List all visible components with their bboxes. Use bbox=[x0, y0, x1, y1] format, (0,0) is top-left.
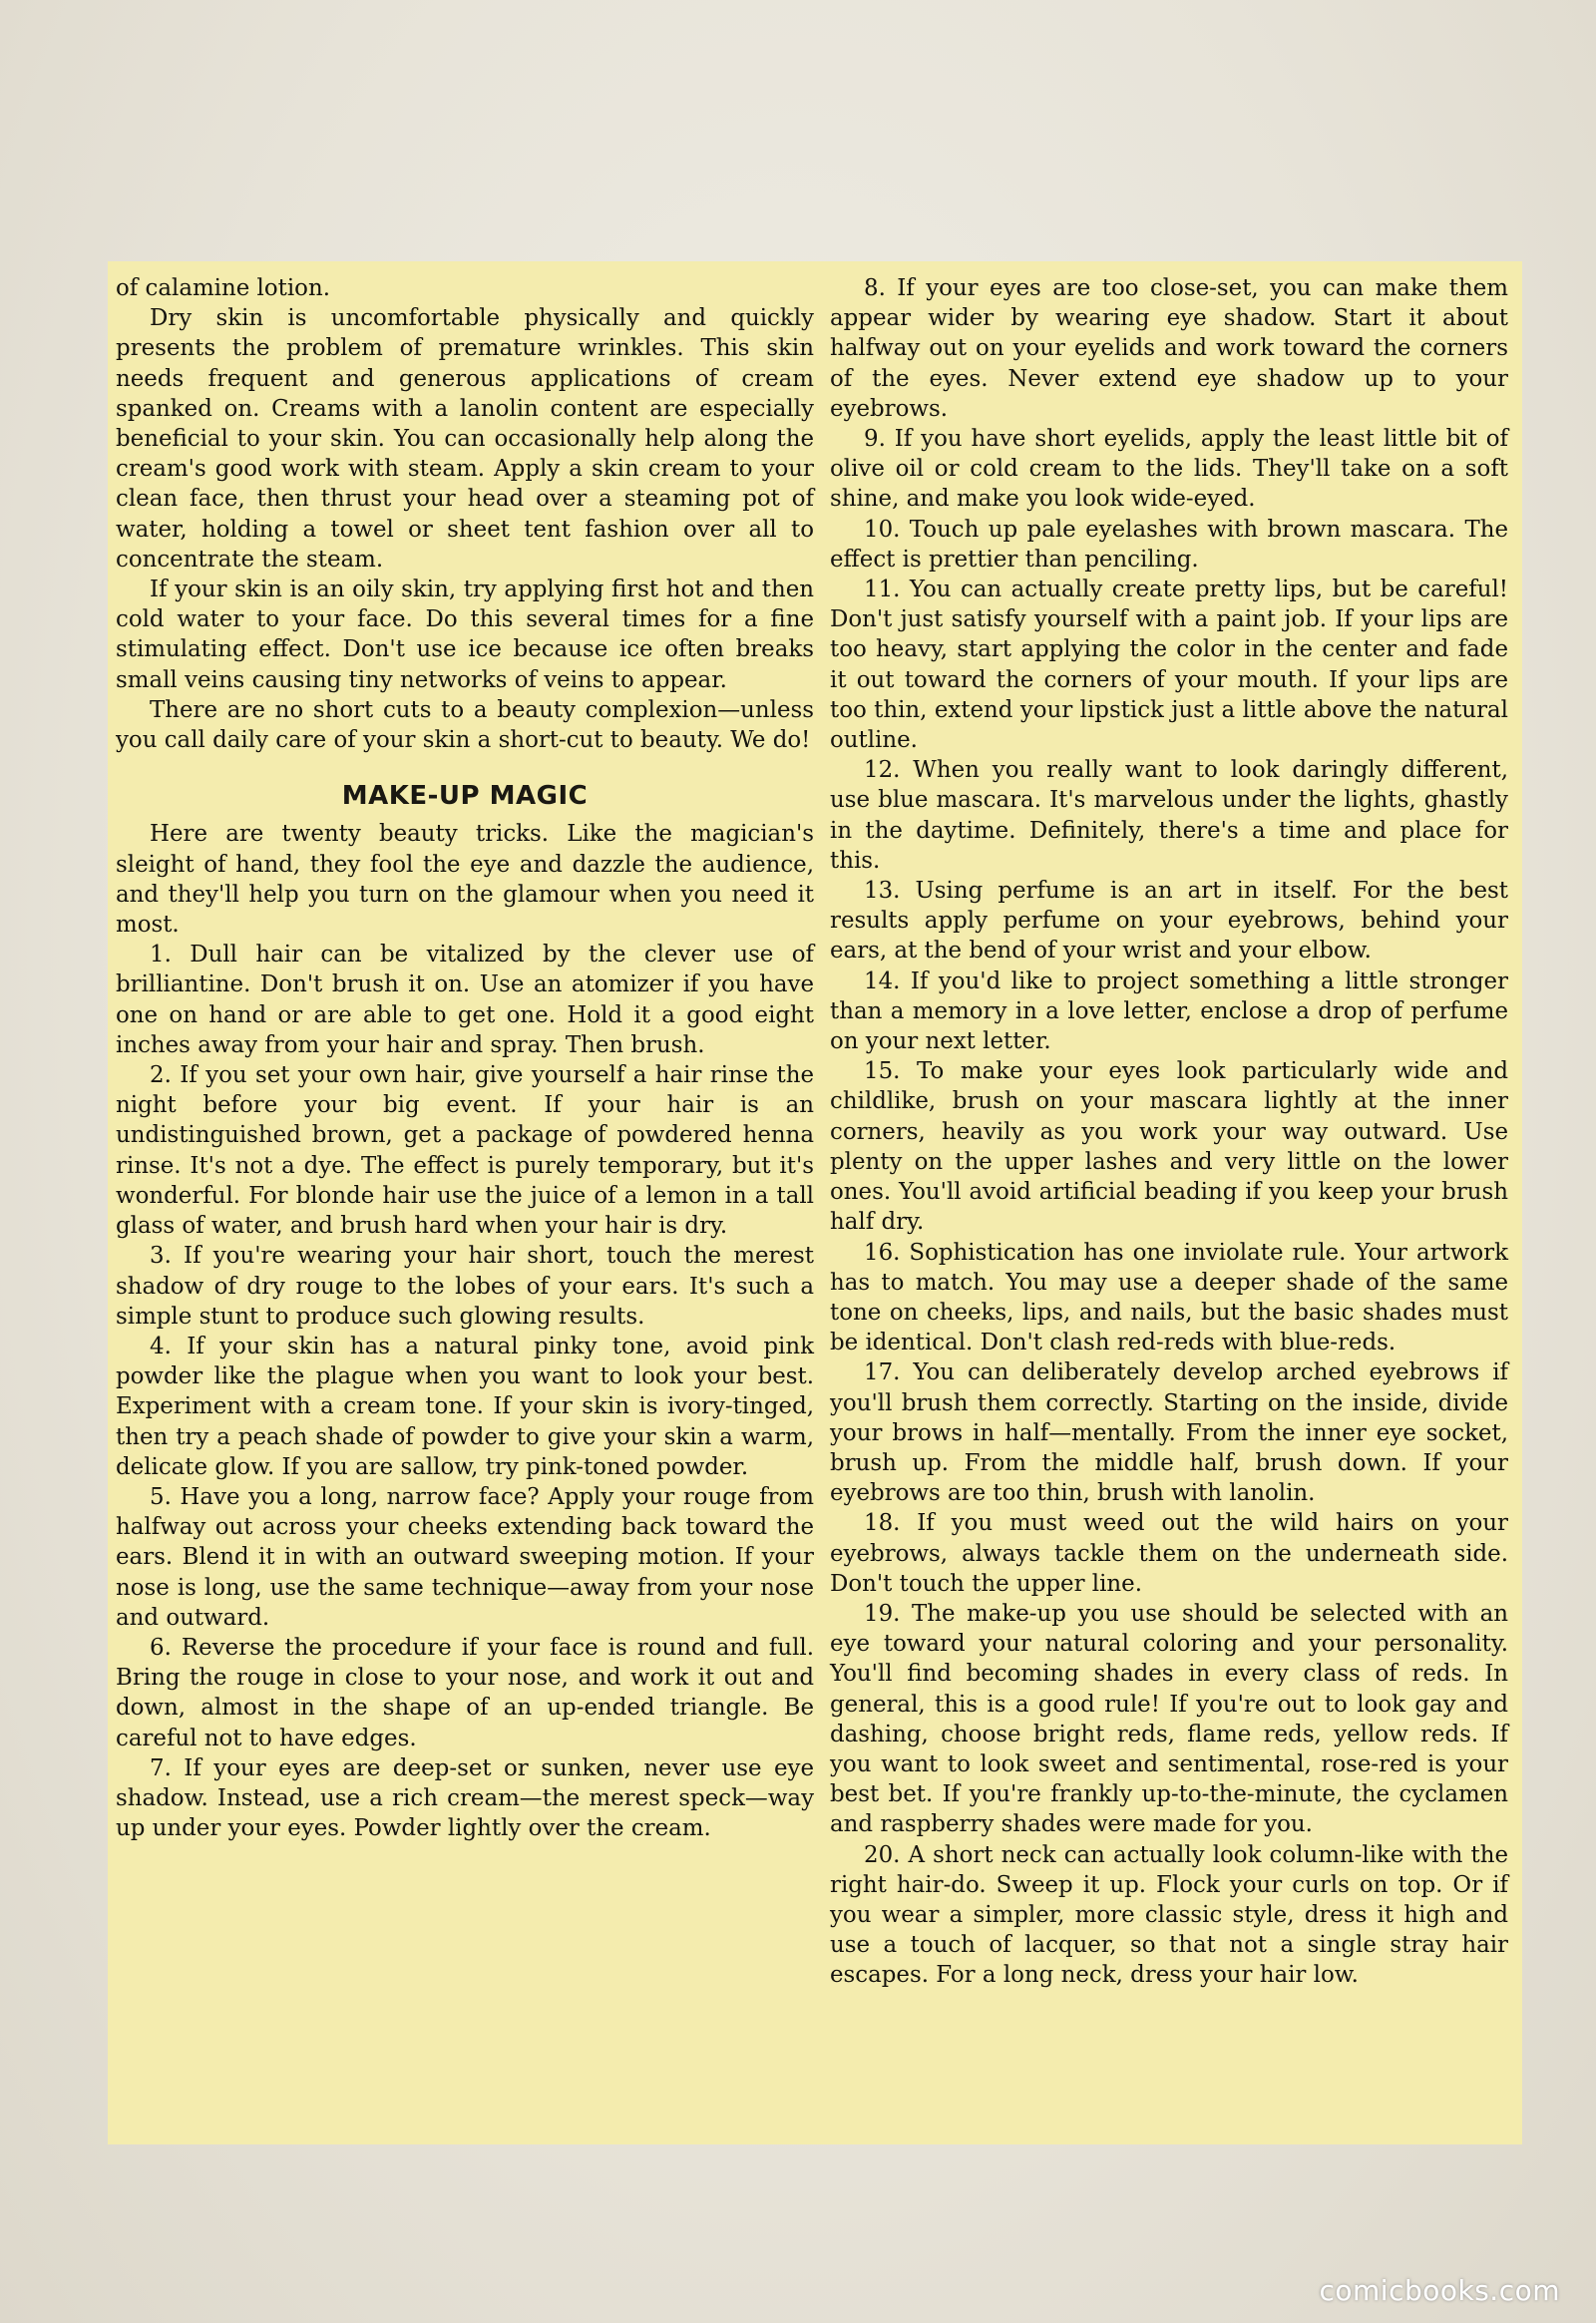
tip-paragraph: 8. If your eyes are too close-set, you can make them appear wider by wearing eye shadow. Start it about halfway out on your eyelids and work toward the corners of the eyes. Never extend eye shadow up to your eyebrows. bbox=[830, 275, 1508, 422]
tip-paragraph: 15. To make your eyes look particularly wide and childlike, brush on your mascara lightly at the inner corners, heavily as you work your way outward. Use plenty on the upper lashes and very little on the lower ones. You'll avoid artificial beading if you keep your brush half dry. bbox=[830, 1058, 1508, 1236]
tip-paragraph: 14. If you'd like to project something a little stronger than a memory in a love letter, enclose a drop of perfume on your next letter. bbox=[830, 968, 1508, 1055]
paragraph: If your skin is an oily skin, try applying first hot and then cold water to your face. Do this several times for a fine stimulating effect. Don't use ice because ice often breaks small veins causing tiny networks of veins to appear. bbox=[116, 577, 814, 693]
tip-paragraph: 9. If you have short eyelids, apply the least little bit of olive oil or cold cream to the lids. They'll take on a soft shine, and make you look wide-eyed. bbox=[830, 426, 1508, 513]
tip-paragraph: 16. Sophistication has one inviolate rule. Your artwork has to match. You may use a deeper shade of the same tone on cheeks, lips, and nails, but the basic shades must be identical. Don't clash red-reds with blue-reds. bbox=[830, 1239, 1508, 1356]
tip-paragraph: 20. A short neck can actually look column-like with the right hair-do. Sweep it up. Flock your curls on top. Or if you wear a simpler, more classic style, dress it high and use a touch of lacquer, so that not a single stray hair escapes. For a long neck, dress your hair low. bbox=[830, 1841, 1508, 1989]
tip-paragraph: 19. The make-up you use should be selected with an eye toward your natural coloring and your personality. You'll find becoming shades in every class of reds. In general, this is a good rule! If you're out to look gay and dashing, choose bright reds, flame reds, yellow reds. If you want to look sweet and sentimental, rose-red is your best bet. If you're frankly up-to-the-minute, the cyclamen and raspberry shades were made for you. bbox=[830, 1600, 1508, 1838]
tip-paragraph: 18. If you must weed out the wild hairs on your eyebrows, always tackle them on the underneath side. Don't touch the upper line. bbox=[830, 1510, 1508, 1597]
tip-paragraph: 10. Touch up pale eyelashes with brown mascara. The effect is prettier than penciling. bbox=[830, 516, 1508, 573]
paragraph: Dry skin is uncomfortable physically and quickly presents the problem of premature wrinkles. This skin needs frequent and generous applications of cream spanked on. Creams with a lanolin content are especially beneficial to your skin. You can occasionally help along the cream's good work with steam. Apply a skin cream to your clean face, then thrust your head over a steaming pot of water, holding a towel or sheet tent fashion over all to concentrate the steam. bbox=[116, 305, 814, 573]
tip-paragraph: 1. Dull hair can be vitalized by the clever use of brilliantine. Don't brush it on. Use an atomizer if you have one on hand or are able to get one. Hold it a good eight inches away from your hair and spray. Then brush. bbox=[116, 942, 814, 1058]
tip-paragraph: 7. If your eyes are deep-set or sunken, never use eye shadow. Instead, use a rich cream—the merest speck—way up under your eyes. Powder lightly over the cream. bbox=[116, 1754, 814, 1842]
tip-paragraph: 17. You can deliberately develop arched eyebrows if you'll brush them correctly. Starting on the inside, divide your brows in half—mentally. From the inner eye socket, brush up. From the middle half, brush down. If your eyebrows are too thin, brush with lanolin. bbox=[830, 1359, 1508, 1507]
tip-paragraph: 6. Reverse the procedure if your face is round and full. Bring the rouge in close to your nose, and work it out and down, almost in the shape of an up-ended triangle. Be careful not to have edges. bbox=[116, 1634, 814, 1751]
section-heading: MAKE-UP MAGIC bbox=[341, 781, 589, 812]
tip-paragraph: 5. Have you a long, narrow face? Apply your rouge from halfway out across your cheeks extending back toward the ears. Blend it in with an outward sweeping motion. If your nose is long, use the same technique—away from your nose and outward. bbox=[116, 1483, 814, 1631]
paragraph: of calamine lotion. bbox=[116, 275, 330, 301]
left-column bbox=[116, 273, 814, 1843]
tip-paragraph: 4. If your skin has a natural pinky tone, avoid pink powder like the plague when you want to look your best. Experiment with a cream tone. If your skin is ivory-tinged, then try a peach shade of powder to give your skin a warm, delicate glow. If you are sallow, try pink-toned powder. bbox=[116, 1333, 814, 1480]
right-column bbox=[830, 273, 1508, 1991]
paragraph: Here are twenty beauty tricks. Like the magician's sleight of hand, they fool the eye and dazzle the audience, and they'll help you turn on the glamour when you need it most. bbox=[116, 821, 814, 939]
tip-paragraph: 3. If you're wearing your hair short, touch the merest shadow of dry rouge to the lobes of your ears. It's such a simple stunt to produce such glowing results. bbox=[116, 1243, 814, 1330]
tip-paragraph: 12. When you really want to look daringly different, use blue mascara. It's marvelous under the lights, ghastly in the daytime. Definitely, there's a time and place for this. bbox=[830, 757, 1508, 874]
tip-paragraph: 13. Using perfume is an art in itself. For the best results apply perfume on your eyebrows, behind your ears, at the bend of your wrist and your elbow. bbox=[830, 878, 1508, 965]
paragraph: There are no short cuts to a beauty complexion—unless you call daily care of your skin a short-cut to beauty. We do! bbox=[116, 696, 814, 754]
tip-paragraph: 2. If you set your own hair, give yourself a hair rinse the night before your big event. If your hair is an undistinguished brown, get a package of powdered henna rinse. It's not a dye. The effect is purely temporary, but it's wonderful. For blonde hair use the juice of a lemon in a tall glass of water, and brush hard when your hair is dry. bbox=[116, 1062, 814, 1240]
watermark-text: comicbooks.com bbox=[1319, 2274, 1560, 2307]
tip-paragraph: 11. You can actually create pretty lips, but be careful! Don't just satisfy yourself with a paint job. If your lips are too heavy, start applying the color in the center and fade it out toward the corners of your mouth. If your lips are too thin, extend your lipstick just a little above the natural outline. bbox=[830, 577, 1508, 754]
